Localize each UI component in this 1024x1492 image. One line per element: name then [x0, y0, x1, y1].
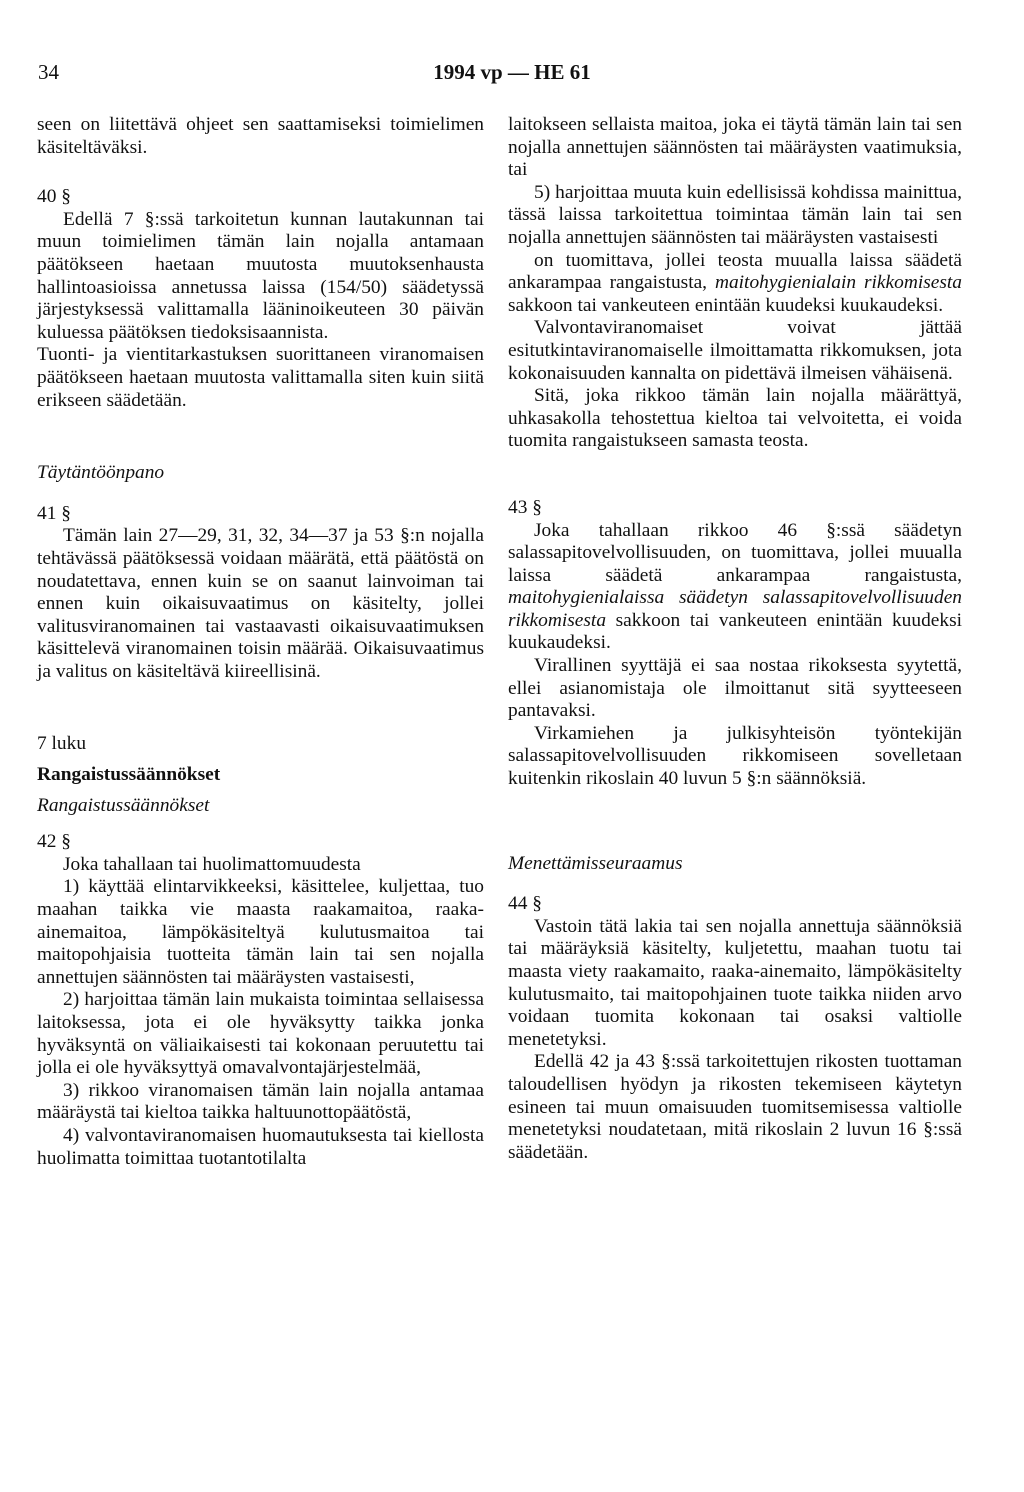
section-41-heading: 41 § [37, 502, 71, 524]
paragraph-42-penalty [508, 250, 962, 318]
paragraph-42-intro: Joka tahallaan tai huolimattomuudesta [63, 853, 361, 875]
paragraph-42-item-3: 3) rikkoo viranomaisen tämän lain nojalla antamaa määräystä tai kieltoa taikka haltuunottopäätöstä, [37, 1079, 484, 1124]
p43-text-b: sakkoon tai vankeuteen enintään kuudeksi kuukaudeksi. [508, 609, 962, 654]
paragraph-42-item-5: 5) harjoittaa muuta kuin edellisissä kohdissa mainittua, tässä laissa tarkoitettua toimintaa tämän lain tai sen nojalla annettujen säännösten tai määräysten vastaisesti [508, 181, 962, 248]
chapter-number: 7 luku [37, 733, 87, 755]
heading-taytantoonpano: Täytäntöönpano [37, 462, 165, 484]
paragraph-44-a: Vastoin tätä lakia tai sen nojalla annettuja säännöksiä tai määräyksiä käsitelty, kuljetettu, maahan tuotu tai maasta viety raakamaito, raaka-ainemaito, lämpökäsitelty kulutusmaito, tai maitopohjainen tuote taikka niiden arvo voidaan tuomita kokonaan tai osaksi valtiolle menetetyksi. [508, 915, 962, 1050]
offence-name-43: maitohygienialaissa säädetyn salassapitovelvollisuuden rikkomisesta [508, 587, 962, 631]
paragraph-42-item-4: 4) valvontaviranomaisen huomautuksesta tai kiellosta huolimatta toimittaa tuotantotilalta [37, 1124, 484, 1169]
paragraph-41: Tämän lain 27—29, 31, 32, 34—37 ja 53 §:n nojalla tehtävässä päätöksessä voidaan määrätä, että päätöstä on noudatettava, ennen kuin se on saanut lainvoiman tai ennen kuin oikaisuvaatimus on käsitelty, jollei valitusviranomainen tai vastaavasti oikaisuvaatimuksen käsittelevä viranomainen toisin määrää. Oikaisuvaatimus ja valitus on käsiteltävä kiireellisinä. [37, 525, 484, 682]
right-column [508, 114, 962, 1164]
paragraph-42-item-2: 2) harjoittaa tämän lain mukaista toimintaa sellaisessa laitoksessa, jota ei ole hyväksytty taikka jonka hyväksyntä on väliaikaisesti tai kokonaan peruutettu tai jolla ei ole hyväksyttyä omavalvontajärjestelmää, [37, 989, 484, 1079]
page-header [0, 60, 1024, 90]
section-43-heading: 43 § [508, 496, 542, 518]
heading-menettamisseuraamus: Menettämisseuraamus [508, 852, 683, 874]
penalty-text-b: sakkoon tai vankeuteen enintään kuudeksi kuukaudeksi. [508, 294, 944, 316]
paragraph-intro: seen on liitettävä ohjeet sen saattamiseksi toimielimen käsiteltäväksi. [37, 114, 484, 158]
paragraph-42-sita: Sitä, joka rikkoo tämän lain nojalla määrättyä, uhkasakolla tehostettua kieltoa tai velvoitetta, ei voida tuomita rangaistukseen samasta teosta. [508, 385, 962, 452]
offence-name-42: maitohygienialain rikkomisesta [714, 272, 962, 294]
paragraph-44-b: Edellä 42 ja 43 §:ssä tarkoitettujen rikosten tuottaman taloudellisen hyödyn ja rikosten tekemiseen käytetyn esineen tai muun omaisuuden tuomitsemisessa valtiolle menetetyksi noudatetaan, mitä rikoslain 2 luvun 16 §:ssä säädetään. [508, 1051, 962, 1163]
left-column [37, 114, 484, 1170]
paragraph-42-valvonta: Valvontaviranomaiset voivat jättää esitutkintaviranomaiselle ilmoittamatta rikkomuksen, jota kokonaisuuden kannalta on pidettävä ilmeisen vähäisenä. [508, 317, 962, 384]
section-40-heading: 40 § [37, 186, 71, 208]
section-42-heading: 42 § [37, 831, 71, 853]
paragraph-43-virkamies: Virkamiehen ja julkisyhteisön työntekijän salassapitovelvollisuuden rikkomiseen sovelletaan kuitenkin rikoslain 40 luvun 5 §:n säännöksiä. [508, 722, 962, 790]
penalty-text-a: on tuomittava, jollei teosta muualla laissa säädetä ankarampaa rangaistusta, [508, 249, 962, 294]
paragraph-40-a: Edellä 7 §:ssä tarkoitetun kunnan lautakunnan tai muun toimielimen tämän lain nojalla antamaan päätökseen haetaan muutosta muutoksenhausta hallintoasioissa annetussa laissa (154/50) säädetyssä järjestyksessä valittamalla lääninoikeuteen 30 päivän kuluessa päätöksen tiedoksisaannista. [37, 208, 484, 343]
paragraph-43-virallinen: Virallinen syyttäjä ei saa nostaa rikoksesta syytettä, ellei asianomistaja ole ilmoittanut sitä syytteeseen pantavaksi. [508, 655, 962, 722]
section-44-heading: 44 § [508, 893, 542, 915]
p43-text-a: Joka tahallaan rikkoo 46 §:ssä säädetyn salassapitovelvollisuuden, on tuomittava, jollei muualla laissa säädetä ankarampaa rangaistusta, [508, 519, 962, 586]
paragraph-40-b: Tuonti- ja vientitarkastuksen suorittaneen viranomaisen päätökseen haetaan muutosta valittamalla siten kuin siitä erikseen säädetään. [37, 344, 484, 411]
paragraph-43-a [508, 520, 962, 656]
paragraph-42-item-1: 1) käyttää elintarvikkeeksi, käsittelee, kuljettaa, tuo maahan taikka vie maasta raakamaitoa, raaka-ainemaitoa, lämpökäsiteltyä kulutusmaitoa tai maitopohjaisia tuotteita tämän lain tai sen nojalla annettujen säännösten tai määräysten vastaisesti, [37, 876, 484, 988]
chapter-subtitle: Rangaistussäännökset [37, 794, 210, 816]
running-head: 1994 vp — HE 61 [433, 60, 591, 84]
page-number: 34 [38, 60, 59, 84]
paragraph-42-continued: laitokseen sellaista maitoa, joka ei täytä tämän lain tai sen nojalla annettujen säännösten tai määräysten vaatimuksia, tai [508, 114, 962, 181]
chapter-title: Rangaistussäännökset [37, 764, 221, 786]
